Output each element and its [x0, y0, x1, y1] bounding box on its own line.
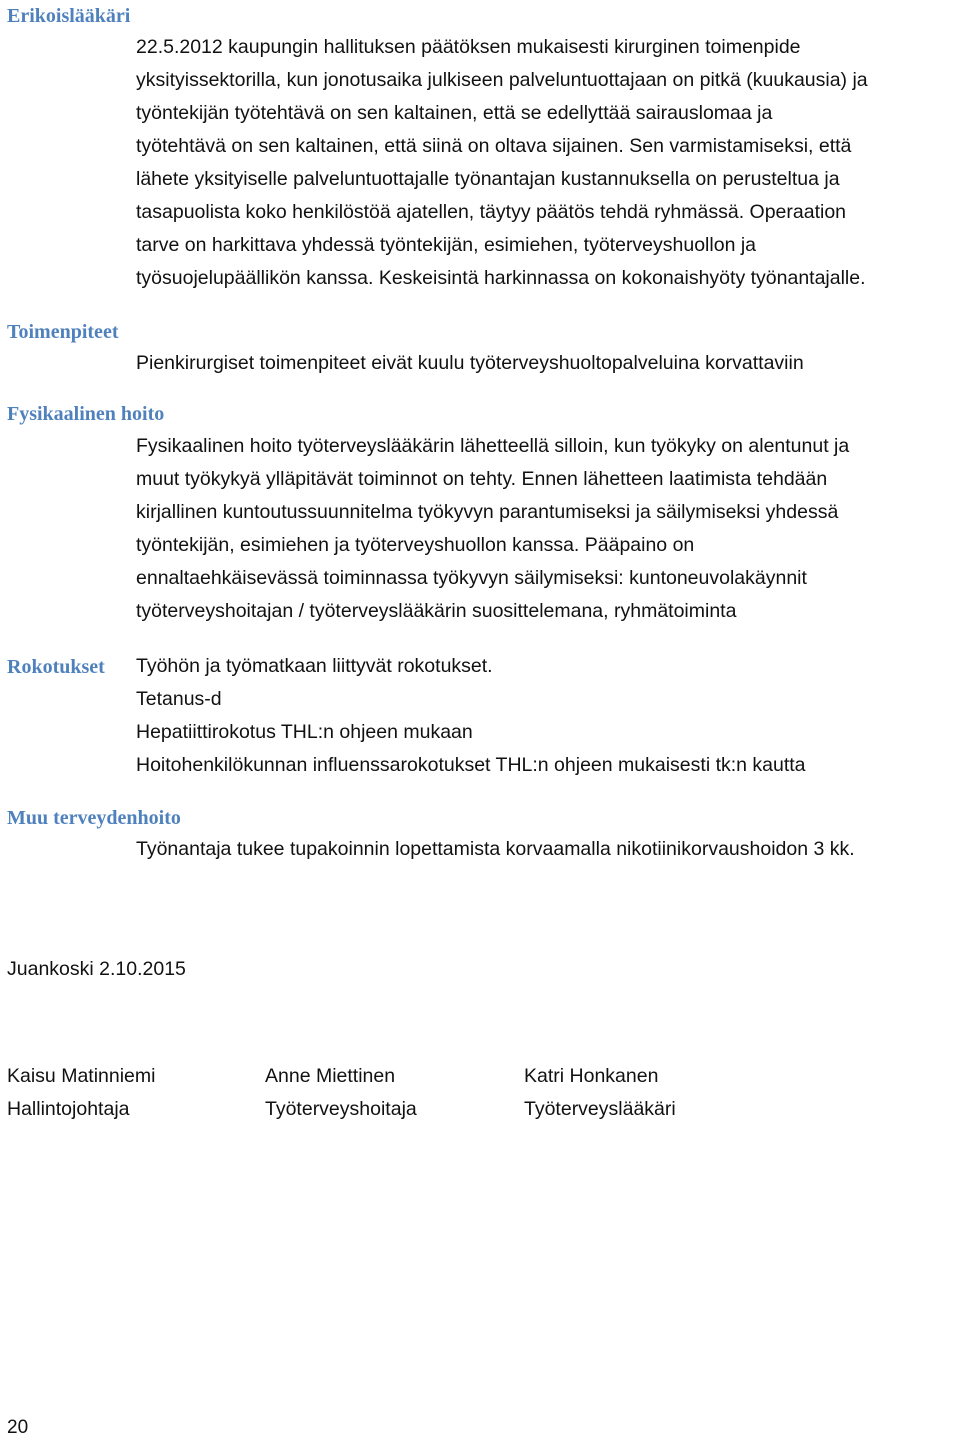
section-body-fysikaalinen-hoito — [136, 430, 956, 628]
paragraph-line: tasapuolista koko henkilöstöä ajatellen, täytyy päätös tehdä ryhmässä. Operaation — [136, 201, 847, 223]
paragraph-line: Hepatiittirokotus THL:n ohjeen mukaan — [136, 721, 473, 743]
section-body-erikoislaakari — [136, 31, 956, 295]
page-number: 20 — [7, 1417, 29, 1438]
paragraph-line: työtehtävä on sen kaltainen, että siinä on oltava sijainen. Sen varmistamiseksi, että — [136, 135, 852, 157]
paragraph-line: Työnantaja tukee tupakoinnin lopettamista korvaamalla nikotiinikorvaushoidon 3 kk. — [136, 838, 855, 860]
paragraph-line: 22.5.2012 kaupungin hallituksen päätöksen mukaisesti kirurginen toimenpide — [136, 36, 801, 58]
paragraph-line: Fysikaalinen hoito työterveyslääkärin lähetteellä silloin, kun työkyky on alentunut ja — [136, 435, 850, 457]
section-body-toimenpiteet — [136, 347, 956, 380]
paragraph-line: muut työkykyä ylläpitävät toiminnot on tehty. Ennen lähetteen laatimista tehdään — [136, 468, 828, 490]
paragraph-line: ennaltaehkäisevässä toiminnassa työkyvyn säilymiseksi: kuntoneuvolakäynnit — [136, 567, 807, 589]
paragraph-line: Hoitohenkilökunnan influenssarokotukset THL:n ohjeen mukaisesti tk:n kautta — [136, 754, 806, 776]
paragraph-line: työntekijän työtehtävä on sen kaltainen, että se edellyttää sairauslomaa ja — [136, 102, 773, 124]
section-heading-toimenpiteet: Toimenpiteet — [7, 321, 119, 343]
paragraph-line: Tetanus-d — [136, 688, 222, 710]
signature-block — [524, 1060, 676, 1126]
section-heading-erikoislaakari: Erikoislääkäri — [7, 5, 131, 27]
paragraph-line: työsuojelupäällikön kanssa. Keskeisintä harkinnassa on kokonaishyöty työnantajalle. — [136, 267, 866, 289]
paragraph-line: Pienkirurgiset toimenpiteet eivät kuulu työterveyshuoltopalveluina korvattaviin — [136, 352, 804, 374]
section-body-rokotukset — [136, 650, 956, 782]
paragraph-line: Työhön ja työmatkaan liittyvät rokotukset. — [136, 655, 493, 677]
signer-name: Kaisu Matinniemi — [7, 1065, 156, 1087]
signer-name: Anne Miettinen — [265, 1065, 396, 1087]
paragraph-line: työterveyshoitajan / työterveyslääkärin suosittelemana, ryhmätoiminta — [136, 600, 737, 622]
section-heading-rokotukset: Rokotukset — [7, 656, 105, 678]
paragraph-line: lähete yksityiselle palveluntuottajalle työnantajan kustannuksella on perusteltua ja — [136, 168, 840, 190]
place-date: Juankoski 2.10.2015 — [7, 958, 186, 980]
section-heading-fysikaalinen-hoito: Fysikaalinen hoito — [7, 403, 165, 425]
section-body-muu-terveydenhoito — [136, 833, 956, 866]
signature-block — [265, 1060, 417, 1126]
signer-title: Työterveyshoitaja — [265, 1098, 417, 1120]
signature-block — [7, 1060, 155, 1126]
paragraph-line: kirjallinen kuntoutussuunnitelma työkyvyn parantumiseksi ja säilymiseksi yhdessä — [136, 501, 839, 523]
paragraph-line: yksityissektorilla, kun jonotusaika julkiseen palveluntuottajaan on pitkä (kuukausia) ja — [136, 69, 868, 91]
signer-title: Työterveyslääkäri — [524, 1098, 676, 1120]
paragraph-line: työntekijän, esimiehen ja työterveyshuollon kanssa. Pääpaino on — [136, 534, 695, 556]
paragraph-line: tarve on harkittava yhdessä työntekijän, esimiehen, työterveyshuollon ja — [136, 234, 757, 256]
section-heading-muu-terveydenhoito: Muu terveydenhoito — [7, 807, 181, 829]
signer-title: Hallintojohtaja — [7, 1098, 130, 1120]
signer-name: Katri Honkanen — [524, 1065, 659, 1087]
